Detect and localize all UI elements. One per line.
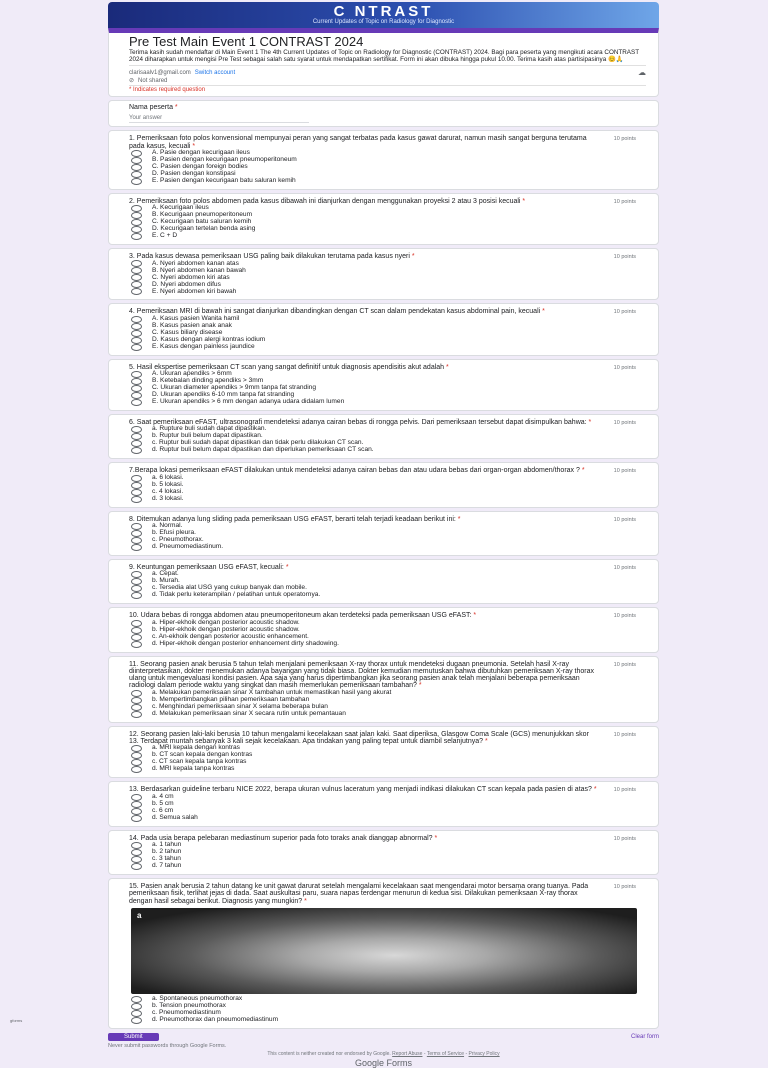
- radio-button[interactable]: [131, 399, 142, 406]
- question-card: [108, 607, 659, 652]
- radio-button[interactable]: [131, 274, 142, 281]
- answer-option-label: b. 5 cm: [152, 799, 174, 807]
- question-card: [108, 726, 659, 779]
- answer-option-label: C. Nyeri abdomen kiri atas: [152, 273, 230, 281]
- radio-button[interactable]: [131, 496, 142, 503]
- points-label: 10 points: [613, 309, 636, 316]
- points-label: 10 points: [613, 731, 636, 738]
- answer-option[interactable]: [131, 226, 646, 233]
- question-text: 2. Pemeriksaan foto polos abdomen pada kasus dibawah ini dianjurkan dengan menggunakan proyeksi 2 atau 3 posisi kecuali *: [129, 197, 526, 205]
- radio-button[interactable]: [131, 752, 142, 759]
- answer-option-label: d. Melakukan pemeriksaan sinar X secara rutin untuk pemantauan: [152, 709, 346, 717]
- answer-option-label: d. Pneumomediastinum.: [152, 543, 224, 551]
- radio-button[interactable]: [131, 766, 142, 773]
- question-text: 3. Pada kasus dewasa pemeriksaan USG paling baik dilakukan terutama pada kasus nyeri *: [129, 253, 415, 261]
- points-label: 10 points: [613, 254, 636, 261]
- points-label: 10 points: [613, 516, 636, 523]
- answer-option-label: a. 1 tahun: [152, 840, 182, 848]
- radio-button[interactable]: [131, 808, 142, 815]
- answer-option-label: b. Tension pneumothorax: [152, 1001, 226, 1009]
- answer-option-label: C. Kecurigaan batu saluran kemih: [152, 218, 252, 226]
- corner-label: gforms: [10, 1018, 23, 1023]
- required-star: *: [520, 197, 526, 205]
- required-star: *: [432, 834, 438, 842]
- answer-option-label: d. 7 tahun: [152, 861, 182, 869]
- required-star: *: [471, 612, 477, 620]
- points-label: 10 points: [613, 136, 636, 143]
- answer-option-label: A. Pasie dengan kecurigaan ileus: [152, 148, 250, 156]
- radio-button[interactable]: [131, 212, 142, 219]
- required-star: *: [455, 515, 461, 523]
- radio-button[interactable]: [131, 482, 142, 489]
- radio-button[interactable]: [131, 856, 142, 863]
- answer-option-label: B. Kasus pasien anak anak: [152, 321, 232, 329]
- answer-option-label: a. Rupture buli sudah dapat dipastikan.: [152, 425, 267, 433]
- points-label: 10 points: [613, 364, 636, 371]
- answer-option[interactable]: [131, 801, 646, 808]
- switch-account-link[interactable]: Switch account: [194, 69, 236, 76]
- name-question-label: Nama peserta *: [129, 104, 178, 111]
- required-star: *: [483, 738, 488, 746]
- radio-button[interactable]: [131, 1017, 142, 1024]
- question-text: 9. Keuntungan pemeriksaan USG eFAST, kecuali: *: [129, 563, 289, 571]
- radio-button[interactable]: [131, 323, 142, 330]
- points-label: 10 points: [613, 564, 636, 571]
- radio-button[interactable]: [131, 171, 142, 178]
- form-header-card: [108, 28, 659, 97]
- radio-button[interactable]: [131, 447, 142, 454]
- answer-option[interactable]: [131, 482, 646, 489]
- answer-option-label: b. 5 lokasi.: [152, 480, 184, 488]
- radio-button[interactable]: [131, 233, 142, 240]
- question-card: [108, 303, 659, 355]
- answer-option[interactable]: [131, 399, 646, 406]
- answer-option[interactable]: [131, 794, 646, 801]
- question-card: [108, 414, 659, 459]
- not-shared-row: [129, 77, 646, 84]
- privacy-link[interactable]: Privacy Policy: [468, 1050, 500, 1057]
- answer-option-label: B. Kecurigaan pneumoperitoneum: [152, 211, 253, 219]
- answer-option-label: a. 4 cm: [152, 792, 174, 800]
- radio-button[interactable]: [131, 475, 142, 482]
- answer-option-label: a. Normal.: [152, 522, 183, 530]
- answer-option-label: c. Pneumothorax.: [152, 536, 204, 544]
- answer-option[interactable]: [131, 544, 646, 551]
- answer-option-label: A. Kasus pasien Wanita hamil: [152, 314, 240, 322]
- answer-option-label: B. Pasien dengan kecurigaan pneumoperitoneum: [152, 155, 297, 163]
- radio-button[interactable]: [131, 385, 142, 392]
- points-label: 10 points: [613, 835, 636, 842]
- question-card: [108, 781, 659, 826]
- submit-button[interactable]: Submit: [108, 1033, 159, 1041]
- question-card: [108, 830, 659, 875]
- answer-option-label: b. Mempertimbangkan pilihan pemeriksaan tambahan: [152, 695, 310, 703]
- radio-button[interactable]: [131, 571, 142, 578]
- account-row: [129, 65, 646, 77]
- points-label: 10 points: [613, 661, 636, 668]
- answer-option-label: D. Ukuran apendiks 6-10 mm tanpa fat stranding: [152, 391, 295, 399]
- radio-button[interactable]: [131, 815, 142, 822]
- answer-option-label: d. Pneumothorax dan pneumomediastinum: [152, 1015, 279, 1023]
- form-description: Terima kasih sudah mendaftar di Main Event 1 The 4th Current Updates of Topic on Radiology for Diagnostic (CONTRAST) 2024. Bagi para peserta yang mengikuti acara CONTRAST 2024 diharapkan untuk mengisi Pre Test sebagai salah satu syarat untuk mendapatkan sertifikat. Form ini akan dibuka hingga pukul 10.00. Terima kasih atas partisipasinya 😊🙏: [129, 49, 639, 63]
- radio-button[interactable]: [131, 794, 142, 801]
- radio-button[interactable]: [131, 164, 142, 171]
- required-star: *: [409, 253, 415, 261]
- question-text: 12. Seorang pasien laki-laki berusia 10 tahun mengalami kecelakaan saat jalan kaki. Saat diperiksa, Glasgow Coma Scale (GCS) menunjukkan skor 13. Terdapat muntah sebanyak 3 kali sejak kecelakaan. Apa tindakan yang paling tepat untuk diambil selanjutnya? *: [129, 730, 589, 746]
- name-question-card: [108, 100, 659, 127]
- answer-option-label: d. Ruptur buli belum dapat dipastikan dan diperlukan pemeriksaan CT scan.: [152, 446, 374, 454]
- radio-button[interactable]: [131, 759, 142, 766]
- form-footer: [108, 1033, 659, 1041]
- answer-option-label: d. 3 lokasi.: [152, 494, 184, 502]
- answer-option-label: E. Kasus dengan painless jaundice: [152, 342, 255, 350]
- radio-button[interactable]: [131, 371, 142, 378]
- questions-list: [108, 130, 659, 1029]
- answer-option-label: d. Semua salah: [152, 813, 198, 821]
- answer-option[interactable]: [131, 842, 646, 849]
- question-text: 15. Pasien anak berusia 2 tahun datang ke unit gawat darurat setelah mengalami kecelakaan saat mengendarai motor bersama orang tuanya. Pada pemeriksaan fisik, terlihat jejas di dada. Saat auskultasi paru, suara napas terdengar menurun di kedua sisi. Dilakukan pemeriksaan X-ray thorax dengan hasil sebagai berikut. Diagnosis yang mungkin? *: [129, 882, 589, 905]
- answer-option-label: c. Pneumomediastinum: [152, 1008, 221, 1016]
- radio-button[interactable]: [131, 440, 142, 447]
- answer-option-label: b. 2 tahun: [152, 847, 182, 855]
- radio-button[interactable]: [131, 1010, 142, 1017]
- radio-button[interactable]: [131, 267, 142, 274]
- question-text: 11. Seorang pasien anak berusia 5 tahun telah menjalani pemeriksaan X-ray thorax untuk mendeteksi dugaan pneumonia. Setelah hasil X-ray diinterpretasikan, dokter menemukan adanya bayangan yang tidak biasa. Dokter kemudian memutuskan bahwa dibutuhkan pemeriksaan X-ray thorax ulang untuk mengevaluasi kondisi pasien. Apa saja yang harus dipertimbangkan jika seorang pasien anak telah menjalani beberapa pemeriksaan radiologi dalam periode waktu yang singkat dan masih memerlukan pemeriksaan tambahan? *: [129, 660, 594, 690]
- answer-option[interactable]: [131, 475, 646, 482]
- required-star: *: [416, 682, 422, 690]
- answer-option[interactable]: [131, 530, 646, 537]
- radio-button[interactable]: [131, 745, 142, 752]
- answer-option-label: b. Efusi pleura.: [152, 529, 196, 537]
- answer-option-label: A. Kecurigaan ileus: [152, 204, 209, 212]
- account-email: clarisaalv1@gmail.com: [129, 69, 191, 76]
- radio-button[interactable]: [131, 996, 142, 1003]
- radio-button[interactable]: [131, 801, 142, 808]
- answer-option[interactable]: [131, 288, 646, 295]
- radio-button[interactable]: [131, 337, 142, 344]
- radio-button[interactable]: [131, 537, 142, 544]
- required-star: *: [302, 897, 307, 905]
- answer-option-label: A. Ukuran apendiks > 6mm: [152, 370, 232, 378]
- banner-subtitle: Current Updates of Topic on Radiology for Diagnostic: [312, 19, 455, 25]
- answer-option-label: E. Nyeri abdomen kiri bawah: [152, 287, 237, 295]
- radio-button[interactable]: [131, 260, 142, 267]
- google-forms-logo: Google Forms: [354, 1057, 413, 1068]
- radio-button[interactable]: [131, 433, 142, 440]
- answer-option[interactable]: [131, 849, 646, 856]
- not-shared-label: Not shared: [138, 77, 168, 84]
- answer-option-label: c. 3 tahun: [152, 854, 181, 862]
- xray-image: [131, 908, 637, 994]
- required-note: * Indicates required question: [129, 85, 646, 93]
- radio-button[interactable]: [131, 523, 142, 530]
- cloud-icon: ☁: [638, 68, 646, 77]
- radio-button[interactable]: [131, 378, 142, 385]
- answer-option[interactable]: [131, 766, 646, 773]
- answer-option[interactable]: [131, 178, 646, 185]
- question-card: [108, 462, 659, 507]
- answer-option-label: b. Ruptur buli belum dapat dipastikan.: [152, 432, 263, 440]
- radio-button[interactable]: [131, 150, 142, 157]
- answer-option[interactable]: [131, 489, 646, 496]
- answer-option-label: D. Kasus dengan alergi kontras iodium: [152, 335, 266, 343]
- answer-option-label: E. C + D: [152, 232, 178, 240]
- answer-option-label: c. Ruptur buli sudah dapat dipastikan dan tidak perlu dilakukan CT scan.: [152, 439, 364, 447]
- answer-option[interactable]: [131, 523, 646, 530]
- radio-button[interactable]: [131, 592, 142, 599]
- radio-button[interactable]: [131, 578, 142, 585]
- answer-option-label: E. Ukuran apendiks > 6 mm dengan adanya udara didalam lumen: [152, 398, 345, 406]
- answer-option[interactable]: [131, 592, 646, 599]
- answer-option-label: D. Kecurigaan tertelan benda asing: [152, 225, 256, 233]
- form-container: [108, 2, 659, 1068]
- answer-option[interactable]: [131, 447, 646, 454]
- disclaimer-text: This content is neither created nor endorsed by Google.: [267, 1050, 391, 1057]
- answer-option[interactable]: [131, 1017, 646, 1024]
- question-card: [108, 511, 659, 556]
- radio-button[interactable]: [131, 316, 142, 323]
- required-star: *: [579, 467, 585, 475]
- answer-option-label: b. CT scan kepala dengan kontras: [152, 751, 253, 759]
- report-abuse-link[interactable]: Report Abuse: [392, 1050, 423, 1057]
- answer-option-label: b. Murah.: [152, 577, 180, 585]
- answer-option-label: c. An-ekhoik dengan posterior acoustic enhancement.: [152, 632, 309, 640]
- answer-option[interactable]: [131, 641, 646, 648]
- question-card: [108, 878, 659, 1029]
- clear-form-button[interactable]: Clear form: [630, 1033, 659, 1040]
- answer-option-label: d. Hiper-ekhoik dengan posterior enhancement dirty shadowing.: [152, 639, 339, 647]
- answer-option-label: c. 6 cm: [152, 806, 174, 814]
- points-label: 10 points: [613, 420, 636, 427]
- radio-button[interactable]: [131, 627, 142, 634]
- radio-button[interactable]: [131, 585, 142, 592]
- required-star: *: [540, 308, 545, 316]
- answer-option-label: a. Hiper-ekhoik dengan posterior acoustic shadow.: [152, 618, 300, 626]
- radio-button[interactable]: [131, 1003, 142, 1010]
- answer-option-label: d. MRI kepala tanpa kontras: [152, 765, 235, 773]
- radio-button[interactable]: [131, 392, 142, 399]
- answer-option-label: d. Tidak perlu keterampilan / pelatihan untuk operatornya.: [152, 591, 321, 599]
- radio-button[interactable]: [131, 711, 142, 718]
- radio-button[interactable]: [131, 344, 142, 351]
- answer-option-label: C. Ukuran diameter apendiks > 9mm tanpa fat stranding: [152, 384, 317, 392]
- radio-button[interactable]: [131, 634, 142, 641]
- question-text: 7.Berapa lokasi pemeriksaan eFAST dilakukan untuk mendeteksi adanya cairan bebas dan atau udara bebas dari organ-organ abdomen/thorax ? *: [129, 467, 585, 475]
- question-card: [108, 193, 659, 245]
- answer-option-label: D. Nyeri abdomen difus: [152, 280, 221, 288]
- question-text: 4. Pemeriksaan MRI di bawah ini sangat dianjurkan dibandingkan dengan CT scan dalam pendekatan kasus abdominal pain, kecuali *: [129, 308, 545, 316]
- xray-image-label: a: [137, 910, 142, 920]
- required-star: *: [174, 104, 178, 111]
- radio-button[interactable]: [131, 641, 142, 648]
- required-star: *: [591, 786, 597, 794]
- question-text: 14. Pada usia berapa pelebaran mediastinum superior pada foto toraks anak dianggap abnormal? *: [129, 834, 438, 842]
- radio-button[interactable]: [131, 697, 142, 704]
- form-title: Pre Test Main Event 1 CONTRAST 2024: [129, 34, 364, 49]
- question-text: 13. Berdasarkan guideline terbaru NICE 2022, berapa ukuran vulnus laceratum yang menjadi indikasi dilakukan CT scan kepala pada pasien di atas? *: [129, 786, 597, 794]
- answer-option-label: C. Pasien dengan foreign bodies: [152, 162, 248, 170]
- answer-option[interactable]: [131, 344, 646, 351]
- question-text: 8. Ditemukan adanya lung sliding pada pemeriksaan USG eFAST, berarti telah terjadi keadaan berikut ini: *: [129, 515, 461, 523]
- terms-link[interactable]: Terms of Service: [426, 1050, 465, 1057]
- not-shared-icon: ⊘: [129, 78, 135, 84]
- answer-option-label: B. Ketebalan dinding apendiks > 3mm: [152, 377, 264, 385]
- radio-button[interactable]: [131, 704, 142, 711]
- answer-option[interactable]: [131, 571, 646, 578]
- radio-button[interactable]: [131, 690, 142, 697]
- question-card: [108, 559, 659, 604]
- answer-option-label: c. CT scan kepala tanpa kontras: [152, 758, 247, 766]
- answer-option-label: A. Nyeri abdomen kanan atas: [152, 259, 239, 267]
- password-warning: Never submit passwords through Google Forms.: [108, 1042, 227, 1049]
- answer-option[interactable]: [131, 863, 646, 870]
- radio-button[interactable]: [131, 530, 142, 537]
- points-label: 10 points: [613, 613, 636, 620]
- answer-option[interactable]: [131, 808, 646, 815]
- question-card: [108, 656, 659, 723]
- answer-option-label: a. MRI kepala dengan kontras: [152, 744, 240, 752]
- required-star: *: [586, 419, 592, 427]
- answer-option[interactable]: [131, 711, 646, 718]
- answer-option-label: c. Menghindari pemeriksaan sinar X selama beberapa bulan: [152, 702, 328, 710]
- answer-option-label: c. 4 lokasi.: [152, 487, 184, 495]
- question-card: [108, 359, 659, 411]
- question-text: 6. Saat pemeriksaan eFAST, ultrasonografi mendeteksi adanya cairan bebas di rongga pelvis. Dari pemeriksaan tersebut dapat disimpulkan bahwa: *: [129, 419, 592, 427]
- header-banner: [108, 2, 659, 28]
- radio-button[interactable]: [131, 849, 142, 856]
- required-star: *: [283, 563, 289, 571]
- answer-option-label: a. Cepat.: [152, 570, 179, 578]
- name-input[interactable]: Your answer: [129, 115, 309, 123]
- answer-option[interactable]: [131, 233, 646, 240]
- required-star: *: [190, 142, 196, 150]
- radio-button[interactable]: [131, 157, 142, 164]
- points-label: 10 points: [613, 787, 636, 794]
- answer-option-label: B. Nyeri abdomen kanan bawah: [152, 266, 246, 274]
- answer-option-label: a. Melakukan pemeriksaan sinar X tambahan untuk memastikan hasil yang akurat: [152, 688, 392, 696]
- question-card: [108, 248, 659, 300]
- question-text: 10. Udara bebas di rongga abdomen atau pneumoperitoneum akan terdeteksi pada pemeriksaan USG eFAST: *: [129, 612, 477, 620]
- points-label: 10 points: [613, 468, 636, 475]
- radio-button[interactable]: [131, 219, 142, 226]
- radio-button[interactable]: [131, 205, 142, 212]
- answer-option-label: b. Hiper-ekhoik dengan posterior acoustic shadow.: [152, 625, 300, 633]
- answer-option-label: C. Kasus biliary disease: [152, 328, 223, 336]
- question-card: [108, 130, 659, 190]
- answer-option-label: D. Pasien dengan konstipasi: [152, 169, 236, 177]
- radio-button[interactable]: [131, 426, 142, 433]
- answer-option-label: c. Tersedia alat USG yang cukup banyak dan mobile.: [152, 584, 307, 592]
- answer-option[interactable]: [131, 856, 646, 863]
- answer-option[interactable]: [131, 496, 646, 503]
- question-text: 5. Hasil ekspertise pemeriksaan CT scan yang sangat definitif untuk diagnosis apendisitis akut adalah *: [129, 363, 449, 371]
- answer-option-label: a. 6 lokasi.: [152, 473, 184, 481]
- radio-button[interactable]: [131, 281, 142, 288]
- radio-button[interactable]: [131, 226, 142, 233]
- banner-logo-title: C NTRAST: [333, 3, 434, 20]
- radio-button[interactable]: [131, 544, 142, 551]
- radio-button[interactable]: [131, 863, 142, 870]
- radio-button[interactable]: [131, 842, 142, 849]
- answer-option-label: E. Pasien dengan kecurigaan batu saluran kemih: [152, 176, 296, 184]
- points-label: 10 points: [613, 198, 636, 205]
- answer-option[interactable]: [131, 815, 646, 822]
- radio-button[interactable]: [131, 330, 142, 337]
- radio-button[interactable]: [131, 489, 142, 496]
- answer-option-label: a. Spontaneous pneumothorax: [152, 994, 243, 1002]
- radio-button[interactable]: [131, 178, 142, 185]
- radio-button[interactable]: [131, 620, 142, 627]
- radio-button[interactable]: [131, 288, 142, 295]
- required-star: *: [444, 363, 449, 371]
- footer-disclaimer: This content is neither created nor endorsed by Google. Report Abuse - Terms of Service - Privacy Policy: [267, 1050, 500, 1057]
- points-label: 10 points: [613, 883, 636, 890]
- question-text: 1. Pemeriksaan foto polos konvensional mempunyai peran yang sangat terbatas pada kasus gawat darurat, namun masih sangat berguna terutama pada kasus, kecuali *: [129, 135, 587, 150]
